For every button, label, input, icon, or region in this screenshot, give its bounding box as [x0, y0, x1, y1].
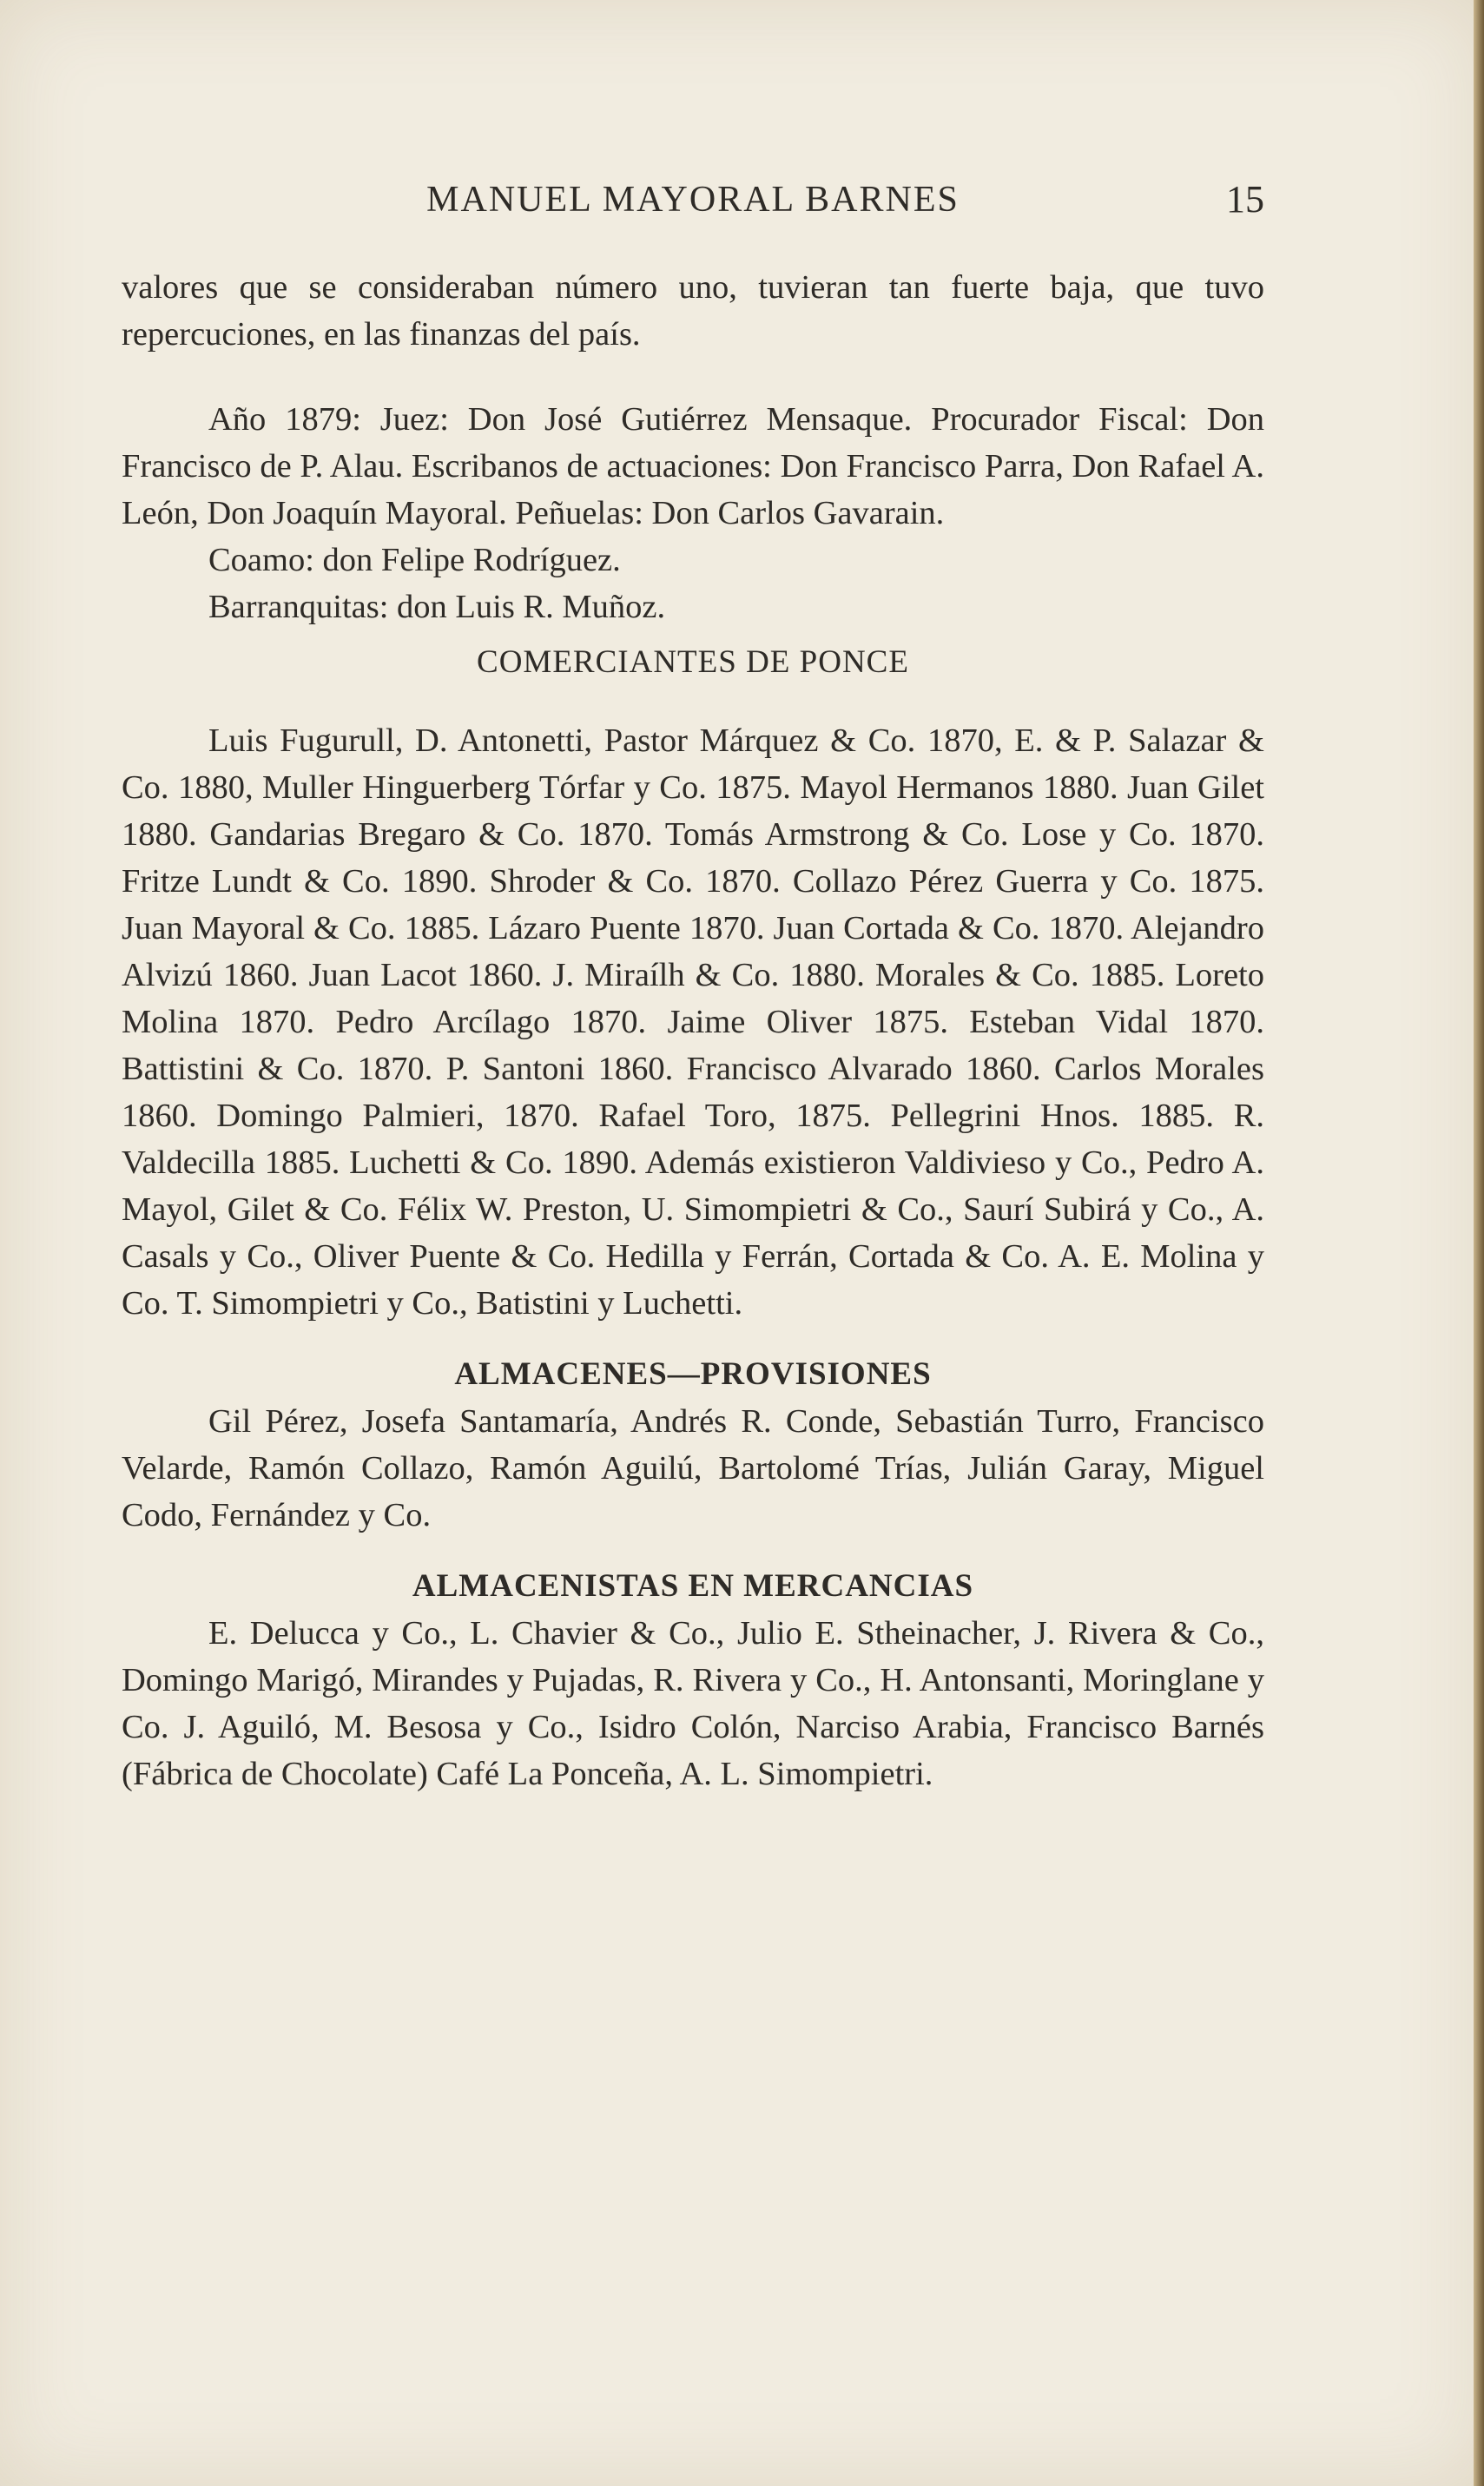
almacenistas-paragraph: E. Delucca y Co., L. Chavier & Co., Julio E. Stheinacher, J. Rivera & Co., Domingo Marigó, Mirandes y Pujadas, R. Rivera y Co., H. Antonsanti, Moringlane y Co. J. Aguiló, M. Besosa y Co., Isidro Colón, Narciso Arabia, Francisco Barnés (Fábrica de Chocolate) Café La Ponceña, A. L. Simompietri. [122, 1615, 1264, 1792]
year-1879-paragraph: Año 1879: Juez: Don José Gutiérrez Mensaque. Procurador Fiscal: Don Francisco de P. Alau. Escribanos de actuaciones: Don Francisco Parra, Don Rafael A. León, Don Joaquín Mayoral. Peñuelas: Don Carlos Gavarain. [122, 401, 1264, 531]
almacenistas-heading: ALMACENISTAS EN MERCANCIAS [412, 1568, 974, 1604]
coamo-line: Coamo: don Felipe Rodríguez. [208, 542, 621, 578]
comerciantes-paragraph: Luis Fugurull, D. Antonetti, Pastor Márquez & Co. 1870, E. & P. Salazar & Co. 1880, Muller Hinguerberg Tórfar y Co. 1875. Mayol Hermanos 1880. Juan Gilet 1880. Gandarias Bregaro & Co. 1870. Tomás Armstrong & Co. Lose y Co. 1870. Fritze Lundt & Co. 1890. Shroder & Co. 1870. Collazo Pérez Guerra y Co. 1875. Juan Mayoral & Co. 1885. Lázaro Puente 1870. Juan Cortada & Co. 1870. Alejandro Alvizú 1860. Juan Lacot 1860. J. Miraílh & Co. 1880. Morales & Co. 1885. Loreto Molina 1870. Pedro Arcílago 1870. Jaime Oliver 1875. Esteban Vidal 1870. Battistini & Co. 1870. P. Santoni 1860. Francisco Alvarado 1860. Carlos Morales 1860. Domingo Palmieri, 1870. Rafael Toro, 1875. Pellegrini Hnos. 1885. R. Valdecilla 1885. Luchetti & Co. 1890. Además existieron Valdivieso y Co., Pedro A. Mayol, Gilet & Co. Félix W. Preston, U. Simompietri & Co., Saurí Subirá y Co., A. Casals y Co., Oliver Puente & Co. Hedilla y Ferrán, Cortada & Co. A. E. Molina y Co. T. Simompietri y Co., Batistini y Luchetti. [122, 722, 1264, 1322]
almacenes-paragraph: Gil Pérez, Josefa Santamaría, Andrés R. Conde, Sebastián Turro, Francisco Velarde, Ramón Collazo, Ramón Aguilú, Bartolomé Trías, Julián Garay, Miguel Codo, Fernández y Co. [122, 1403, 1264, 1533]
barranquitas-line: Barranquitas: don Luis R. Muñoz. [208, 589, 666, 625]
almacenes-heading: ALMACENES—PROVISIONES [454, 1356, 932, 1392]
page-body [122, 264, 1264, 1797]
intro-paragraph: valores que se consideraban número uno, tuvieran tan fuerte baja, que tuvo repercuciones, en las finanzas del país. [122, 269, 1264, 353]
page-number: 15 [1226, 178, 1264, 221]
page-header [122, 174, 1264, 226]
running-title: MANUEL MAYORAL BARNES [426, 180, 960, 220]
comerciantes-heading: COMERCIANTES DE PONCE [477, 644, 909, 680]
